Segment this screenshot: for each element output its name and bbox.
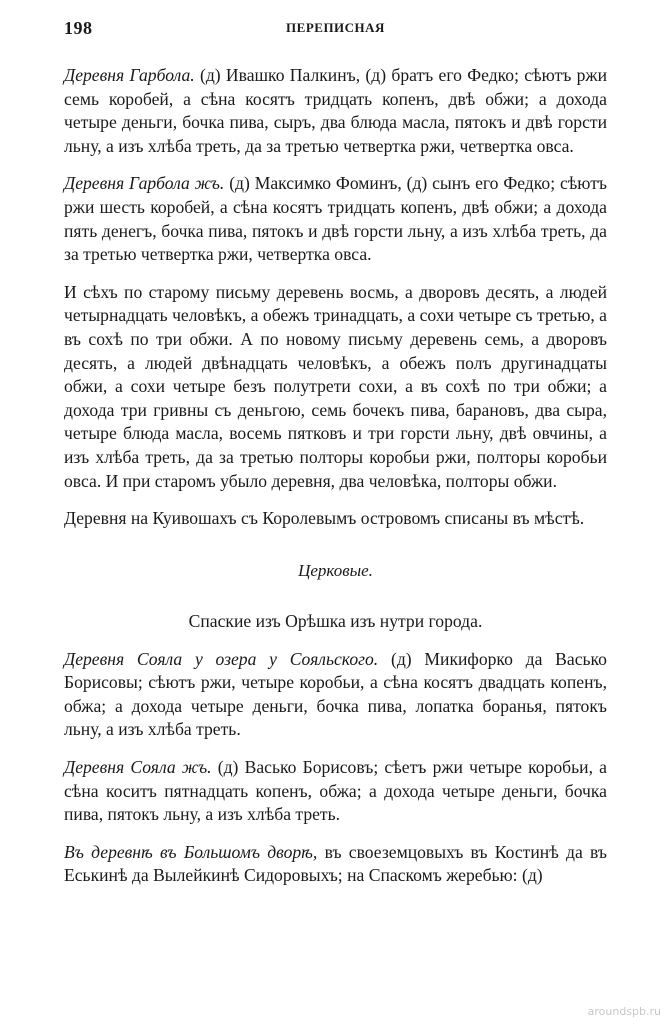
paragraph-3-text: И сѣхъ по старому письму деревень восмь, а дворовъ десять, а людей четырнадцать человѣкъ, а обежъ тринадцать, а сохи четыре съ третью, а въ сохѣ по три обжи. А по новому письму деревень семь, а дворовъ десять, а людей двѣнадцать человѣкъ, а обежъ полъ другинадцаты обжи, а сохи четыре безъ полутрети сохи, а въ сохѣ по три обжи; а дохода три гривны съ деньгою, семь бочекъ пива, барановъ, два сыра, четыре блюда масла, восемь пятковъ и три горсти льну, двѣ овчины, а изъ хлѣба треть, да за третью полторы коробьи ржи, полторы коробьи овса. И при старомъ убыло деревня, два человѣка, полторы обжи.	[64, 281, 607, 491]
paragraph-6	[64, 756, 607, 827]
paragraph-4	[64, 507, 607, 531]
watermark: aroundspb.ru	[587, 1005, 661, 1018]
paragraph-7-lead: Въ деревнѣ въ Большомъ дворѣ,	[64, 841, 318, 862]
paragraph-6-lead: Деревня Сояла жъ.	[64, 757, 212, 778]
paragraph-2-text: (д) Максимко Фоминъ, (д) сынъ его Федко; сѣютъ ржи шесть коробей, а сѣна косятъ тридцать копенъ, двѣ обжи; а дохода пять денегъ, бочка пива, пятокъ и двѣ горсти льну, а изъ хлѣба треть, да за третью четвертка ржи, четвертка овса.	[64, 173, 608, 265]
paragraph-7	[64, 841, 607, 888]
paragraph-5	[64, 648, 607, 742]
running-title: ПЕРЕПИСНАЯ	[286, 20, 385, 35]
paragraph-3	[64, 281, 607, 493]
paragraph-5-lead: Деревня Сояла у озера у Сояльского.	[64, 648, 379, 669]
section-title: Церковые.	[298, 560, 373, 580]
paragraph-1	[64, 64, 607, 158]
page-header	[64, 18, 607, 44]
paragraph-1-lead: Деревня Гарбола.	[64, 65, 195, 85]
paragraph-4-text: Деревня на Куивошахъ съ Королевымъ островомъ списаны въ мѣстѣ.	[64, 508, 585, 529]
paragraph-1-text: (д) Ивашко Палкинъ, (д) братъ его Федко; сѣютъ ржи семь коробей, а сѣна косятъ тридцать копенъ, двѣ обжи; а дохода четыре деньги, бочка пива, сыръ, два блюда масла, пятокъ и двѣ горсти льну, а изъ хлѣба треть, да за третью четвертка ржи, четвертка овса.	[64, 65, 607, 156]
paragraph-2	[64, 172, 607, 266]
sub-title: Спаские изъ Орѣшка изъ нутри города.	[188, 610, 483, 631]
page-number: 198	[64, 18, 93, 38]
paragraph-6-text: (д) Васько Борисовъ; сѣетъ ржи четыре коробьи, а сѣна коситъ пятнадцать копенъ, обжа; а дохода четыре деньги, бочка пива, пятокъ льну, а изъ хлѣба треть.	[64, 757, 607, 825]
paragraph-5-text: (д) Микифорко да Васько Борисовы; сѣютъ ржи, четыре коробьи, а сѣна косятъ двадцать копенъ, обжа; а дохода четыре деньги, бочка пива, лопатка боранья, пятокъ льну, а изъ хлѣба треть.	[64, 648, 607, 740]
paragraph-2-lead: Деревня Гарбола жъ.	[64, 173, 225, 194]
paragraph-7-text: въ своеземцовыхъ въ Костинѣ да въ Еськинѣ да Вылейкинѣ Сидоровыхъ; на Спаскомъ жеребью: (д)	[64, 841, 608, 886]
